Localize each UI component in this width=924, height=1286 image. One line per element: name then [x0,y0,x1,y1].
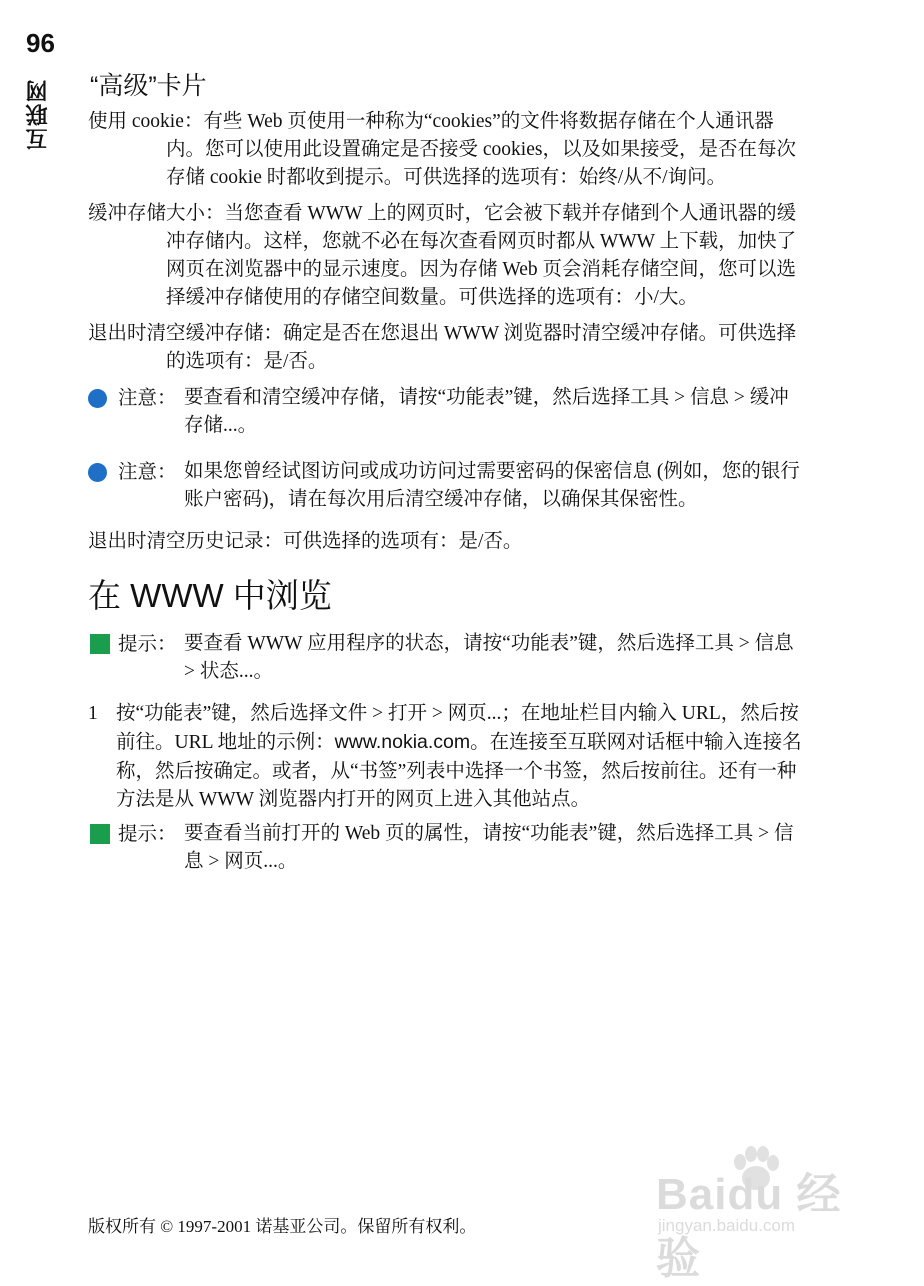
note-label: 注意 ： [118,384,177,412]
tip-item [88,630,808,686]
setting-term: 退出时清空缓冲存储： [88,323,284,344]
setting-term: 退出时清空历史记录： [88,531,284,552]
setting-clear-history-on-exit [88,528,808,556]
page-content [88,108,808,886]
card-heading: “高级”卡片 [90,72,207,100]
setting-text: 当您查看 WWW 上的网页时，它会被下载并存储到个人通讯器的缓冲存储内。这样，您就不必在每次查看网页时都从 WWW 上下载，加快了网页在浏览器中的显示速度。因为存储 Web 页会消耗存储空间，您可以选择缓冲存储使用的存储空间数量。可供选择的选项有：小/大。 [166,203,797,308]
note-text: 要查看和清空缓冲存储，请按“功能表”键，然后选择工具 > 信息 > 缓冲存储...。 [184,387,789,436]
note-label: 注意 ： [118,458,177,486]
setting-cookie [88,108,808,192]
note-text: 如果您曾经试图访问或成功访问过需要密码的保密信息 (例如，您的银行账户密码)，请在每次用后清空缓冲存储，以确保其保密性。 [184,461,800,510]
page-number: 96 [26,28,55,58]
tip-text: 要查看 WWW 应用程序的状态，请按“功能表”键，然后选择工具 > 信息 > 状态...。 [184,633,794,682]
setting-text: 确定是否在您退出 WWW 浏览器时清空缓冲存储。可供选择的选项有：是/否。 [166,323,797,372]
copyright-footer: 版权所有 © 1997-2001 诺基亚公司。保留所有权利。 [88,1217,477,1236]
note-item [88,384,808,440]
step-text-3: 。在连接至互联网对话框中输入连接名称，然后按 [116,732,802,782]
tip-bullet-icon [90,634,110,654]
step-item [88,700,808,814]
section-title: 在 WWW 中浏览 [88,577,332,614]
tip-item [88,820,808,876]
tip-bullet-icon [90,824,110,844]
step-bold-go: 前往 [116,731,156,753]
note-bullet-icon [88,389,107,408]
watermark-logo: Baidu 经验 [656,1170,842,1283]
step-bold-ok: 确定 [213,760,253,782]
chapter-side-label: 互联网 [25,78,50,150]
watermark-url: jingyan.baidu.com [658,1216,796,1235]
baidu-watermark [656,1150,886,1283]
step-bold-go-2: 前往 [659,760,699,782]
step-text-1: 按“功能表”键，然后选择文件 > 打开 > 网页...；在地址栏目内输入 URL，然后按 [116,703,799,724]
tip-text: 要查看当前打开的 Web 页的属性，请按“功能表”键，然后选择工具 > 信息 > 网页...。 [184,823,794,872]
step-text-2: 。URL 地址的示例： [155,732,335,753]
step-text-5: 。还有一种方法是从 WWW 浏览器内打开的网页上进入其他站点。 [116,761,797,810]
tip-label: 提示 ： [118,630,177,658]
step-example-url: www.nokia.com [334,731,471,753]
note-bullet-icon [88,463,107,482]
setting-clear-cache-on-exit [88,320,808,376]
note-item [88,458,808,514]
tip-label: 提示 ： [118,820,177,848]
setting-cache-size [88,200,808,312]
setting-text: 有些 Web 页使用一种称为“cookies”的文件将数据存储在个人通讯器内。您可以使用此设置确定是否接受 cookies，以及如果接受，是否在每次存储 cookie 时都收到提示。可供选择的选项有：始终/从不/询问。 [166,111,796,188]
step-text-4: 。或者，从“书签”列表中选择一个书签，然后按 [252,761,660,782]
step-number: 1 [88,703,98,724]
setting-term: 缓冲存储大小： [88,203,225,224]
setting-text: 可供选择的选项有：是/否。 [283,531,523,552]
setting-term: 使用 cookie： [88,111,204,132]
